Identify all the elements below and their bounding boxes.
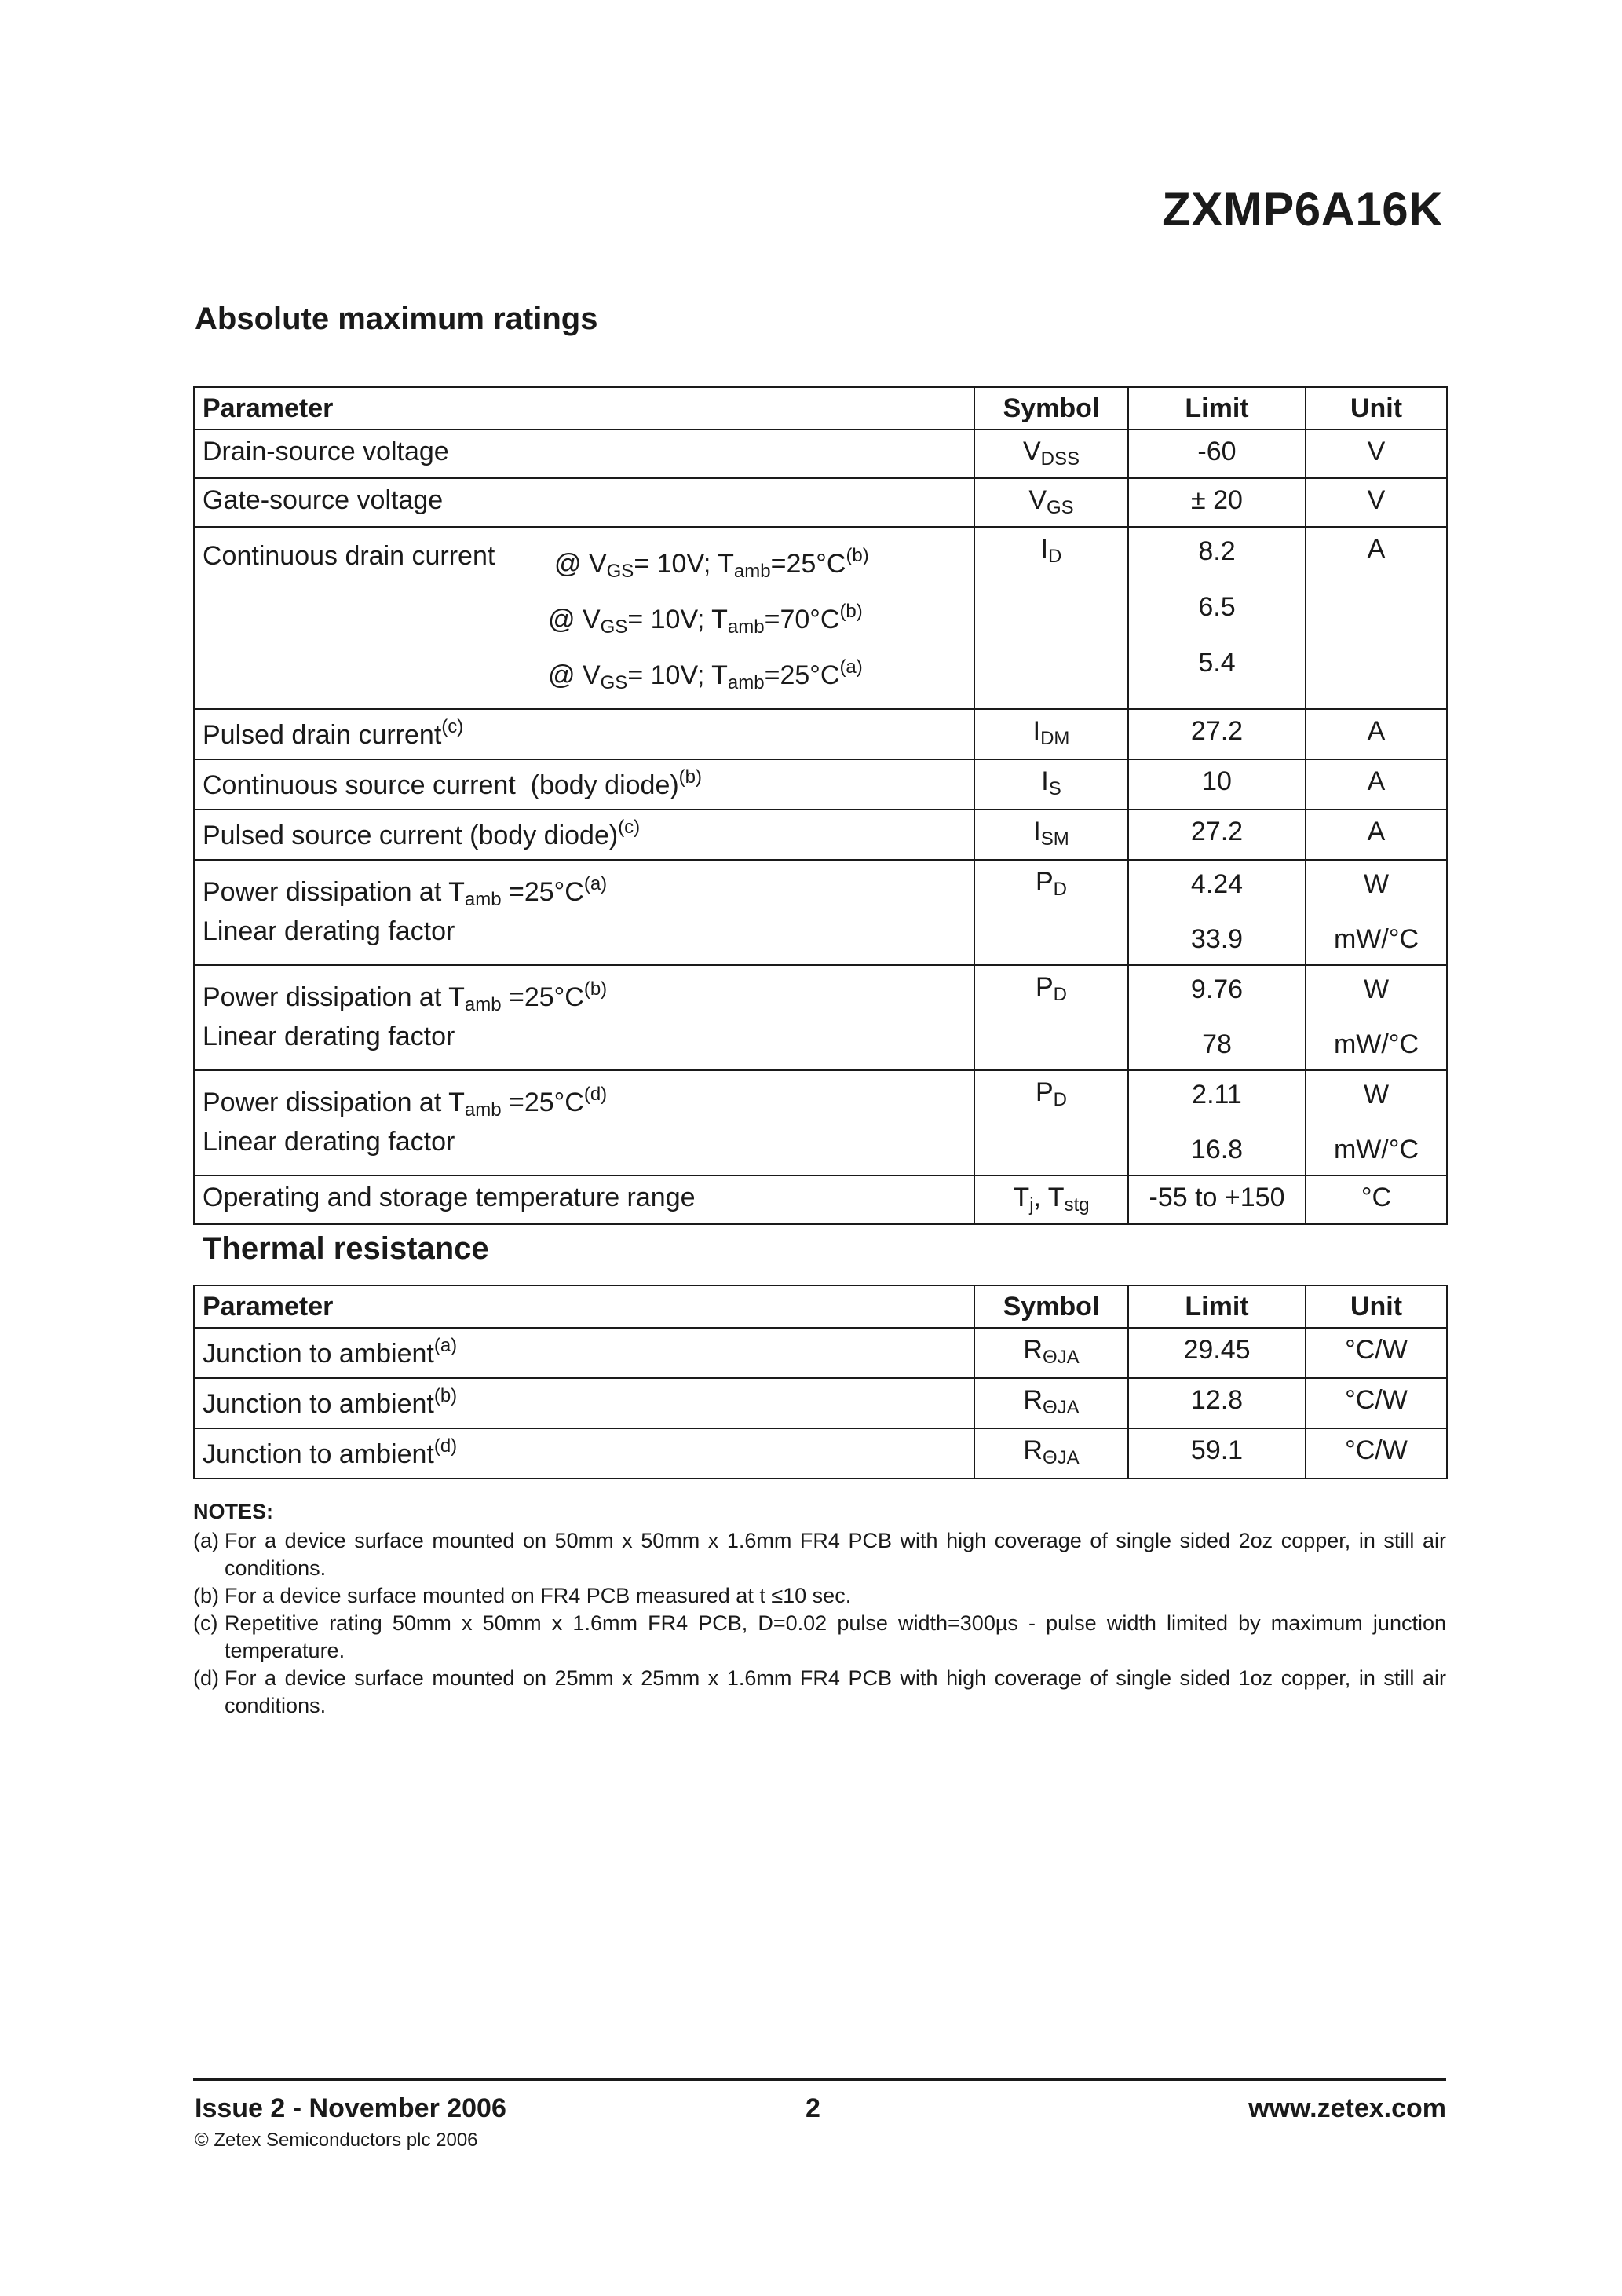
table-row-gate-source-voltage <box>194 478 1447 527</box>
unit-cell: V <box>1306 478 1447 527</box>
parameter-cell: Power dissipation at $T_{amb} =25^\circ C^{(b)}$ Linear derating factor <box>194 965 974 1070</box>
section-title-absolute-maximum-ratings: Absolute maximum ratings <box>195 302 598 336</box>
absolute-maximum-ratings-table <box>193 386 1448 1225</box>
symbol-cell: $I_D$ <box>974 527 1128 709</box>
parameter-cell: Pulsed drain current$^{(c)}$ <box>194 709 974 759</box>
unit-cell: A <box>1306 709 1447 759</box>
notes-section <box>193 1498 1446 1720</box>
table-row-power-dissipation-a <box>194 860 1447 965</box>
unit-cell: W mW/°C <box>1306 965 1447 1070</box>
limit-cell: 2.11 16.8 <box>1128 1070 1306 1175</box>
parameter-cell: Pulsed source current (body diode)$^{(c)}$ <box>194 810 974 860</box>
table-row-pulsed-source-current <box>194 810 1447 860</box>
symbol-cell: $V_{GS}$ <box>974 478 1128 527</box>
limit-cell: -55 to +150 <box>1128 1175 1306 1224</box>
table-header-row <box>194 387 1447 430</box>
note-item: (b) For a device surface mounted on FR4 PCB measured at t ≤10 sec. <box>193 1584 852 1607</box>
table-row-power-dissipation-d <box>194 1070 1447 1175</box>
table-row-drain-source-voltage <box>194 430 1447 478</box>
parameter-cell: Operating and storage temperature range <box>194 1175 974 1224</box>
section-title-thermal-resistance: Thermal resistance <box>203 1231 489 1266</box>
parameter-cell: Junction to ambient$^{(b)}$ <box>194 1378 974 1428</box>
table-row <box>194 1328 1447 1378</box>
table-row-continuous-drain-current <box>194 527 1447 709</box>
condition-vgs10-t25-a: @ $V_{GS}= 10V$; $T_{amb}=25^\circ C^{(a)}$ <box>548 656 863 693</box>
limit-cell: 29.45 <box>1128 1328 1306 1378</box>
symbol-cell: $I_{DM}$ <box>974 709 1128 759</box>
unit-cell: °C <box>1306 1175 1447 1224</box>
footer-website-link[interactable]: www.zetex.com <box>1248 2093 1446 2123</box>
symbol-cell: $T_j$, $T_{stg}$ <box>974 1175 1128 1224</box>
unit-cell: °C/W <box>1306 1328 1447 1378</box>
table-row <box>194 1428 1447 1479</box>
symbol-cell: $R_{\Theta JA}$ <box>974 1428 1128 1479</box>
footer-issue-date: Issue 2 - November 2006 <box>195 2093 506 2123</box>
symbol-cell: $I_{SM}$ <box>974 810 1128 860</box>
limit-cell: 4.24 33.9 <box>1128 860 1306 965</box>
symbol-cell: $P_D$ <box>974 965 1128 1070</box>
unit-cell: W mW/°C <box>1306 1070 1447 1175</box>
notes-heading: NOTES: <box>193 1500 274 1523</box>
condition-vgs10-t70-b: @ $V_{GS}= 10V$; $T_{amb}=70^\circ C^{(b)}$ <box>548 601 863 638</box>
parameter-cell: Junction to ambient$^{(a)}$ <box>194 1328 974 1378</box>
symbol-cell: $P_D$ <box>974 1070 1128 1175</box>
parameter-cell: Continuous source current (body diode)$^{(b)}$ <box>194 759 974 810</box>
column-header-symbol: Symbol <box>974 1285 1128 1328</box>
unit-cell: A <box>1306 759 1447 810</box>
symbol-cell: $V_{DSS}$ <box>974 430 1128 478</box>
limit-cell: 59.1 <box>1128 1428 1306 1479</box>
column-header-limit: Limit <box>1128 387 1306 430</box>
parameter-cell: Gate-source voltage <box>194 478 974 527</box>
footer-divider <box>193 2078 1446 2081</box>
symbol-cell: $R_{\Theta JA}$ <box>974 1378 1128 1428</box>
parameter-cell: Junction to ambient$^{(d)}$ <box>194 1428 974 1479</box>
parameter-cell: Power dissipation at $T_{amb} =25^\circ C^{(d)}$ Linear derating factor <box>194 1070 974 1175</box>
symbol-cell: $P_D$ <box>974 860 1128 965</box>
limit-cell: 9.76 78 <box>1128 965 1306 1070</box>
page-number: 2 <box>806 2093 820 2123</box>
table-row-pulsed-drain-current <box>194 709 1447 759</box>
column-header-parameter: Parameter <box>194 1285 974 1328</box>
limit-cell: ± 20 <box>1128 478 1306 527</box>
unit-cell: A <box>1306 810 1447 860</box>
column-header-symbol: Symbol <box>974 387 1128 430</box>
unit-cell: °C/W <box>1306 1378 1447 1428</box>
symbol-cell: $R_{\Theta JA}$ <box>974 1328 1128 1378</box>
limit-cell: -60 <box>1128 430 1306 478</box>
parameter-cell: Power dissipation at $T_{amb} =25^\circ C^{(a)}$ Linear derating factor <box>194 860 974 965</box>
condition-vgs10-t25-b: @ $V_{GS}= 10V$; $T_{amb}=25^\circ C^{(b)}$ <box>554 545 869 582</box>
note-item: (d) For a device surface mounted on 25mm x 25mm x 1.6mm FR4 PCB with high coverage of single sided 1oz copper, in still air conditions. <box>193 1666 1446 1717</box>
thermal-resistance-table <box>193 1285 1448 1479</box>
limit-cell: 27.2 <box>1128 810 1306 860</box>
table-row-power-dissipation-b <box>194 965 1447 1070</box>
column-header-unit: Unit <box>1306 1285 1447 1328</box>
note-item: (a) For a device surface mounted on 50mm x 50mm x 1.6mm FR4 PCB with high coverage of single sided 2oz copper, in still air conditions. <box>193 1529 1446 1580</box>
column-header-unit: Unit <box>1306 387 1447 430</box>
table-row <box>194 1378 1447 1428</box>
table-header-row <box>194 1285 1447 1328</box>
limit-cell: 27.2 <box>1128 709 1306 759</box>
unit-cell: °C/W <box>1306 1428 1447 1479</box>
limit-cell: 12.8 <box>1128 1378 1306 1428</box>
limit-cell: 8.2 6.5 5.4 <box>1128 527 1306 709</box>
table-row-continuous-source-current <box>194 759 1447 810</box>
parameter-cell: Drain-source voltage <box>194 430 974 478</box>
table-row-temperature-range <box>194 1175 1447 1224</box>
symbol-cell: $I_S$ <box>974 759 1128 810</box>
note-item: (c) Repetitive rating 50mm x 50mm x 1.6mm FR4 PCB, D=0.02 pulse width=300µs - pulse width limited by maximum junction temperature. <box>193 1611 1446 1662</box>
limit-cell: 10 <box>1128 759 1306 810</box>
column-header-parameter: Parameter <box>194 387 974 430</box>
document-title: ZXMP6A16K <box>1162 183 1443 236</box>
footer-copyright: © Zetex Semiconductors plc 2006 <box>195 2130 478 2151</box>
column-header-limit: Limit <box>1128 1285 1306 1328</box>
unit-cell: W mW/°C <box>1306 860 1447 965</box>
parameter-cell: Continuous drain current @ $V_{GS}= 10V$; $T_{amb}=25^\circ C^{(b)}$ @ $V_{GS}= 10V$; $T_{amb}=70^\circ C^{(b)}$ @ $V_{GS}= 10V$; $T_{amb}=25^\circ C^{(a)}$ <box>194 527 974 709</box>
unit-cell: V <box>1306 430 1447 478</box>
unit-cell: A <box>1306 527 1447 709</box>
